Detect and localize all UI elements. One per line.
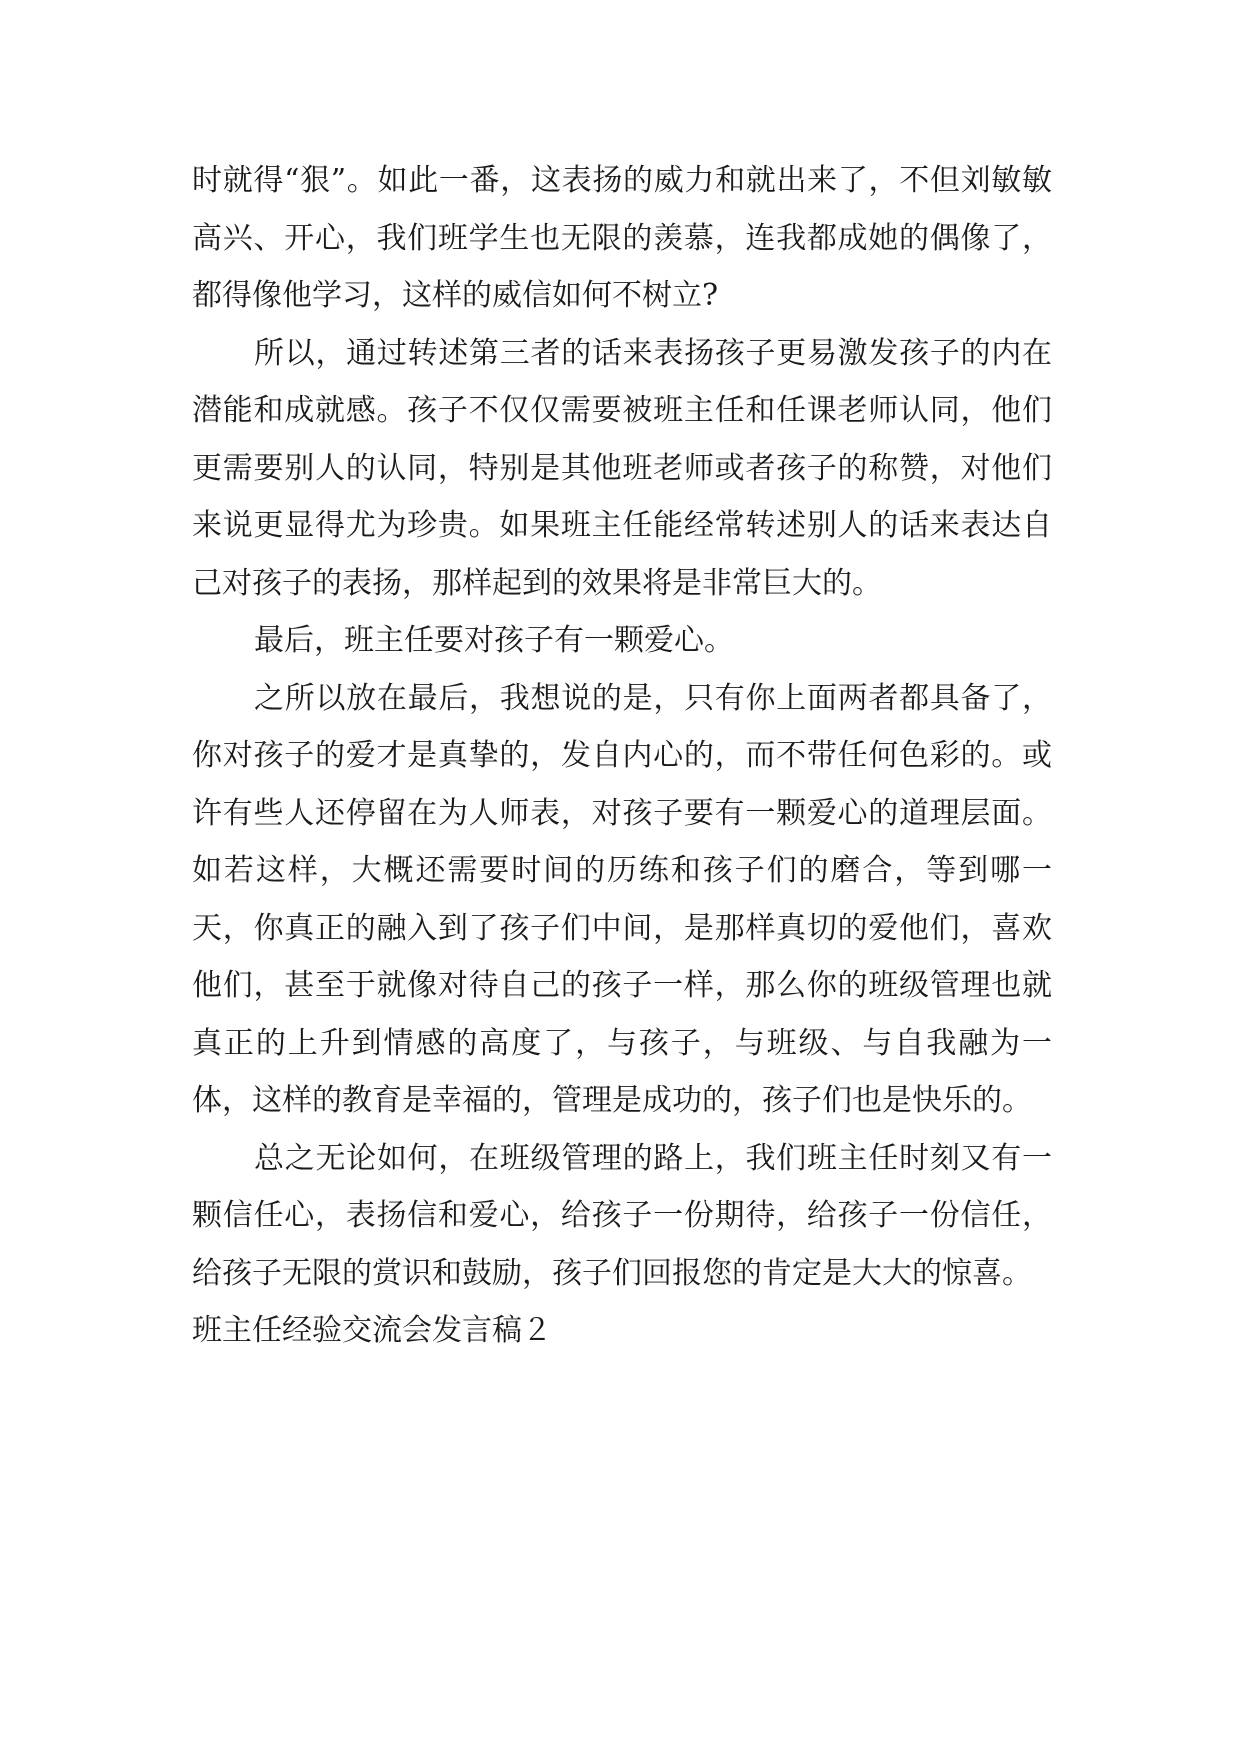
document-page [192, 152, 1052, 1360]
paragraph-continuation: 时就得“狠”。如此一番，这表扬的威力和就出来了，不但刘敏敏高兴、开心，我们班学生也无限的羡慕，连我都成她的偶像了，都得像他学习，这样的威信如何不树立? [192, 163, 1052, 313]
section-heading: 班主任经验交流会发言稿２ [192, 1313, 552, 1348]
paragraph-love-explanation: 之所以放在最后，我想说的是，只有你上面两者都具备了，你对孩子的爱才是真挚的，发自内心的，而不带任何色彩的。或许有些人还停留在为人师表，对孩子要有一颗爱心的道理层面。如若这样，大概还需要时间的历练和孩子们的磨合，等到哪一天，你真正的融入到了孩子们中间，是那样真切的爱他们，喜欢他们，甚至于就像对待自己的孩子一样，那么你的班级管理也就真正的上升到情感的高度了，与孩子，与班级、与自我融为一体，这样的教育是幸福的，管理是成功的，孩子们也是快乐的。 [192, 680, 1052, 1118]
paragraph-conclusion: 总之无论如何，在班级管理的路上，我们班主任时刻又有一颗信任心，表扬信和爱心，给孩子一份期待，给孩子一份信任，给孩子无限的赏识和鼓励，孩子们回报您的肯定是大大的惊喜。 [192, 1140, 1052, 1291]
paragraph-love-heading: 最后，班主任要对孩子有一颗爱心。 [254, 623, 734, 658]
paragraph-praise-third-party: 所以，通过转述第三者的话来表扬孩子更易激发孩子的内在潜能和成就感。孩子不仅仅需要被班主任和任课老师认同，他们更需要别人的认同，特别是其他班老师或者孩子的称赞，对他们来说更显得尤为珍贵。如果班主任能经常转述别人的话来表达自己对孩子的表扬，那样起到的效果将是非常巨大的。 [192, 335, 1052, 601]
